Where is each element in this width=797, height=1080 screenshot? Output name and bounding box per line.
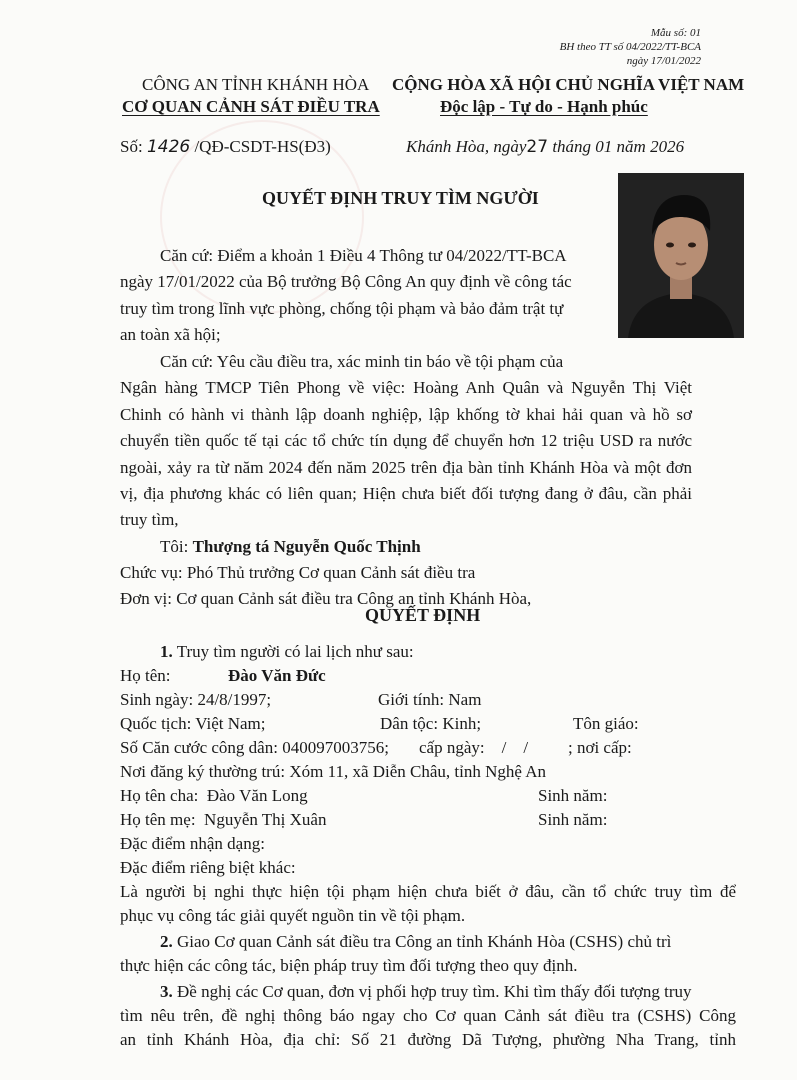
basis1-line2: ngày 17/01/2022 của Bộ trưởng Bộ Công An quy định về công tác xyxy=(120,272,572,291)
item1-intro xyxy=(160,640,414,664)
officer-name: Thượng tá Nguyễn Quốc Thịnh xyxy=(192,537,421,556)
item2-number: 2. xyxy=(160,932,173,951)
item2-line1 xyxy=(160,930,671,954)
officer-line xyxy=(160,535,421,559)
ho-ten-me: Họ tên mẹ: Nguyễn Thị Xuân xyxy=(120,810,327,829)
basis2-line2: Ngân hàng TMCP Tiên Phong về việc: Hoàng Anh Quân và Nguyễn Thị Việt xyxy=(120,378,692,397)
noi-cap: ; nơi cấp: xyxy=(568,738,632,757)
thuong-tru: Nơi đăng ký thường trú: Xóm 11, xã Diễn Châu, tỉnh Nghệ An xyxy=(120,762,547,781)
basis2-line4: chuyển tiền quốc tế tại các tổ chức tín dụng để chuyển hơn 12 triệu USD ra nước xyxy=(120,431,692,450)
basis2-line7: truy tìm, xyxy=(120,510,179,529)
suspect-photo xyxy=(618,173,744,338)
ho-ten-cha: Họ tên cha: Đào Văn Long xyxy=(120,786,308,805)
date-day-handwritten: 27 xyxy=(526,137,549,157)
national-motto: Độc lập - Tự do - Hạnh phúc xyxy=(440,97,648,116)
agency-parent: CÔNG AN TỈNH KHÁNH HÒA xyxy=(142,75,370,94)
basis2-line1: Căn cứ: Yêu cầu điều tra, xác minh tin báo về tội phạm của xyxy=(160,352,564,371)
agency-name: CƠ QUAN CẢNH SÁT ĐIỀU TRA xyxy=(122,97,380,116)
date-prefix: Khánh Hòa, ngày xyxy=(406,137,527,156)
toi-label: Tôi: xyxy=(160,537,189,556)
item3-line2: tìm nêu trên, đề nghị thông báo ngay cho Cơ quan Cảnh sát điều tra (CSHS) Công xyxy=(120,1006,736,1025)
basis1-line4: an toàn xã hội; xyxy=(120,325,221,344)
dan-toc: Dân tộc: Kinh; xyxy=(380,714,482,733)
item1-note-line2: phục vụ công tác giải quyết nguồn tin về tội phạm. xyxy=(120,906,466,925)
item2-text: Giao Cơ quan Cảnh sát điều tra Công an tỉnh Khánh Hòa (CSHS) chủ trì xyxy=(177,932,672,951)
cccd: Số Căn cước công dân: 040097003756; xyxy=(120,738,389,757)
document-title: QUYẾT ĐỊNH TRUY TÌM NGƯỜI xyxy=(262,188,539,208)
so-number-handwritten: 1426 xyxy=(146,137,191,157)
item3-line1 xyxy=(160,980,692,1004)
so-label: Số: xyxy=(120,137,143,156)
document-number xyxy=(120,136,331,158)
officer-position: Chức vụ: Phó Thủ trưởng Cơ quan Cảnh sát điều tra xyxy=(120,563,476,582)
me-sinh-nam: Sinh năm: xyxy=(538,810,608,829)
dac-diem-rieng: Đặc điểm riêng biệt khác: xyxy=(120,858,296,877)
form-ref: BH theo TT số 04/2022/TT-BCA xyxy=(559,41,701,53)
ho-ten-label: Họ tên: xyxy=(120,666,171,685)
item3-number: 3. xyxy=(160,982,173,1001)
ton-giao: Tôn giáo: xyxy=(573,714,639,733)
cap-ngay: cấp ngày: / / xyxy=(419,738,529,757)
sinh-ngay: Sinh ngày: 24/8/1997; xyxy=(120,690,272,709)
form-number: Mẫu số: 01 xyxy=(650,27,701,39)
item1-number: 1. xyxy=(160,642,173,661)
basis2-line5: ngoài, xảy ra từ năm 2024 đến năm 2025 trên địa bàn tỉnh Khánh Hòa và một đơn xyxy=(120,458,692,477)
portrait-image xyxy=(618,173,744,338)
basis2-line6: vị, địa phương khác có liên quan; Hiện chưa biết đối tượng đang ở đâu, cần phải xyxy=(120,484,692,503)
national-title: CỘNG HÒA XÃ HỘI CHỦ NGHĨA VIỆT NAM xyxy=(392,75,745,94)
dac-diem-nhan-dang: Đặc điểm nhận dạng: xyxy=(120,834,265,853)
item2-line2: thực hiện các công tác, biện pháp truy tìm đối tượng theo quy định. xyxy=(120,956,578,975)
item1-note-line1: Là người bị nghi thực hiện tội phạm hiện chưa biết ở đâu, cần tổ chức truy tìm để xyxy=(120,882,736,901)
so-suffix: /QĐ-CSDT-HS(Đ3) xyxy=(194,137,331,156)
item1-text: Truy tìm người có lai lịch như sau: xyxy=(176,642,414,661)
date-suffix: tháng 01 năm 2026 xyxy=(552,137,685,156)
basis1-line3: truy tìm trong lĩnh vực phòng, chống tội phạm và bảo đảm trật tự xyxy=(120,299,564,318)
form-date: ngày 17/01/2022 xyxy=(626,55,701,67)
decision-heading: QUYẾT ĐỊNH xyxy=(365,605,481,625)
cha-sinh-nam: Sinh năm: xyxy=(538,786,608,805)
item3-line3: an tỉnh Khánh Hòa, địa chỉ: Số 21 đường Dã Tượng, phường Nha Trang, tỉnh xyxy=(120,1030,736,1049)
basis1-line1: Căn cứ: Điểm a khoản 1 Điều 4 Thông tư 04/2022/TT-BCA xyxy=(160,246,567,265)
officer-unit: Đơn vị: Cơ quan Cảnh sát điều tra Công an tỉnh Khánh Hòa, xyxy=(120,589,532,608)
ho-ten-value: Đào Văn Đức xyxy=(228,666,326,685)
item3-text: Đề nghị các Cơ quan, đơn vị phối hợp truy tìm. Khi tìm thấy đối tượng truy xyxy=(177,982,692,1001)
basis2-line3: Chinh có hành vi thành lập doanh nghiệp, lập khống tờ khai hải quan và hồ sơ xyxy=(120,405,692,424)
gioi-tinh: Giới tính: Nam xyxy=(378,690,482,709)
document-date xyxy=(406,136,684,158)
quoc-tich: Quốc tịch: Việt Nam; xyxy=(120,714,266,733)
